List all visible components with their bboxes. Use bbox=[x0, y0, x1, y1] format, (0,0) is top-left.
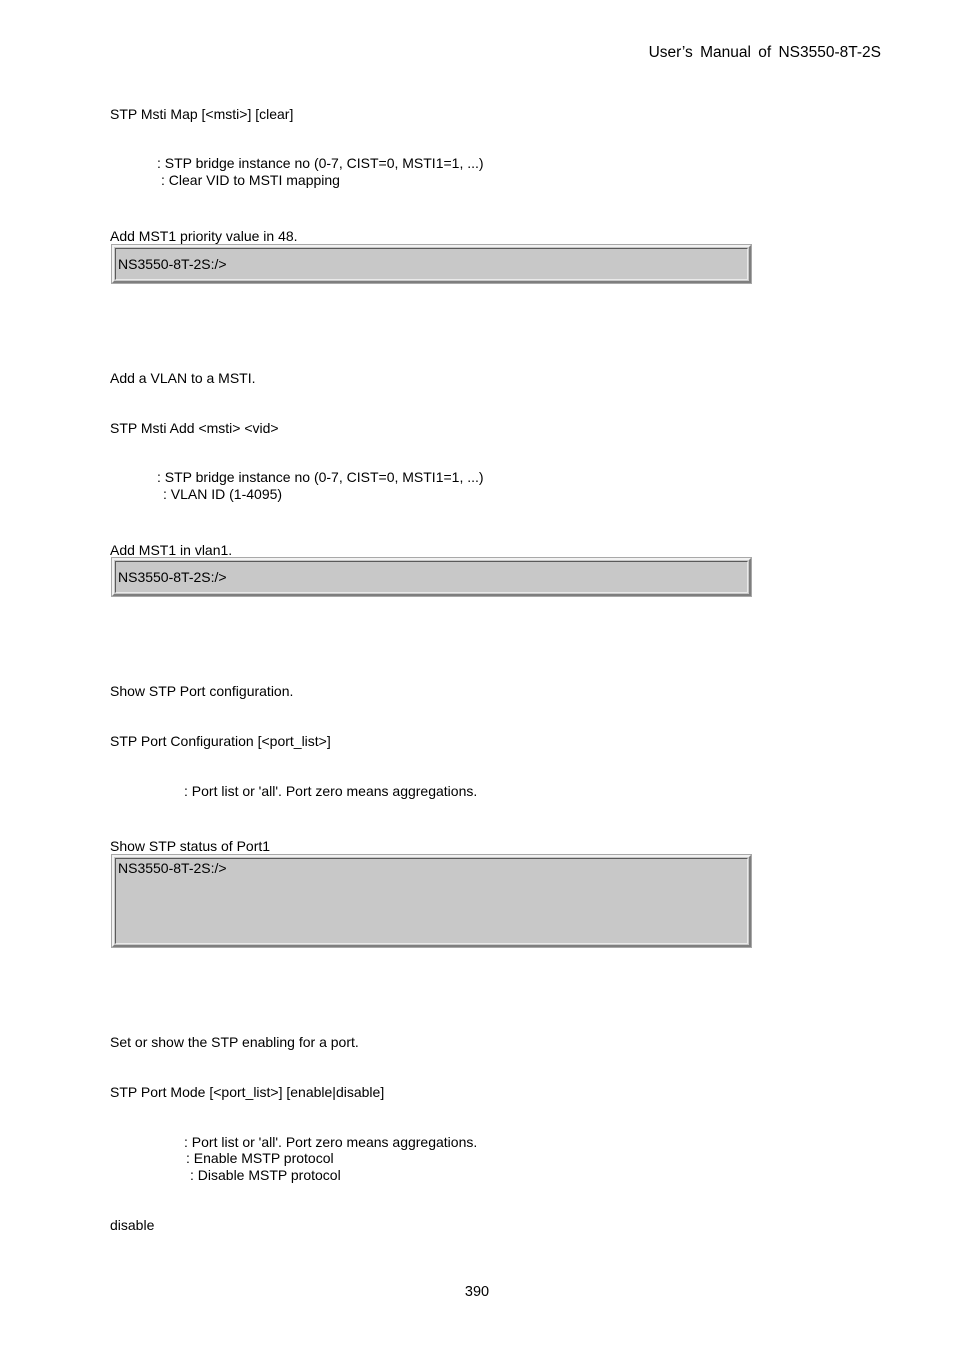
map-console-box bbox=[112, 245, 751, 283]
portmode-param-disable: : Disable MSTP protocol bbox=[190, 1167, 341, 1183]
portcfg-console-box bbox=[112, 855, 751, 947]
portcfg-example-caption: Show STP status of Port1 bbox=[110, 838, 271, 854]
add-param-vid: : VLAN ID (1-4095) bbox=[163, 486, 283, 502]
add-description: Add a VLAN to a MSTI. bbox=[110, 370, 256, 386]
map-example-caption: Add MST1 priority value in 48. bbox=[110, 228, 298, 244]
portmode-param-portlist: : Port list or 'all'. Port zero means aggregations. bbox=[184, 1134, 478, 1150]
map-console-prompt: NS3550-8T-2S:/> bbox=[118, 256, 227, 272]
portcfg-param-portlist: : Port list or 'all'. Port zero means aggregations. bbox=[184, 783, 478, 799]
add-param-msti: : STP bridge instance no (0-7, CIST=0, MSTI1=1, ...) bbox=[157, 469, 484, 485]
portcfg-syntax: STP Port Configuration [<port_list>] bbox=[110, 733, 331, 749]
running-header: User’s Manual of NS3550-8T-2S bbox=[648, 44, 881, 61]
add-console-prompt: NS3550-8T-2S:/> bbox=[118, 569, 227, 585]
map-param-msti: : STP bridge instance no (0-7, CIST=0, MSTI1=1, ...) bbox=[157, 155, 484, 171]
add-console-box bbox=[112, 558, 751, 596]
portmode-default: disable bbox=[110, 1217, 155, 1233]
map-param-clear: : Clear VID to MSTI mapping bbox=[161, 172, 340, 188]
portmode-description: Set or show the STP enabling for a port. bbox=[110, 1034, 359, 1050]
page-number: 390 bbox=[464, 1284, 490, 1300]
portmode-syntax: STP Port Mode [<port_list>] [enable|disable] bbox=[110, 1084, 385, 1100]
add-example-caption: Add MST1 in vlan1. bbox=[110, 542, 233, 558]
map-syntax: STP Msti Map [<msti>] [clear] bbox=[110, 106, 294, 122]
add-syntax: STP Msti Add <msti> <vid> bbox=[110, 420, 279, 436]
portcfg-console-prompt: NS3550-8T-2S:/> bbox=[118, 860, 227, 876]
portcfg-description: Show STP Port configuration. bbox=[110, 683, 294, 699]
portmode-param-enable: : Enable MSTP protocol bbox=[186, 1150, 334, 1166]
